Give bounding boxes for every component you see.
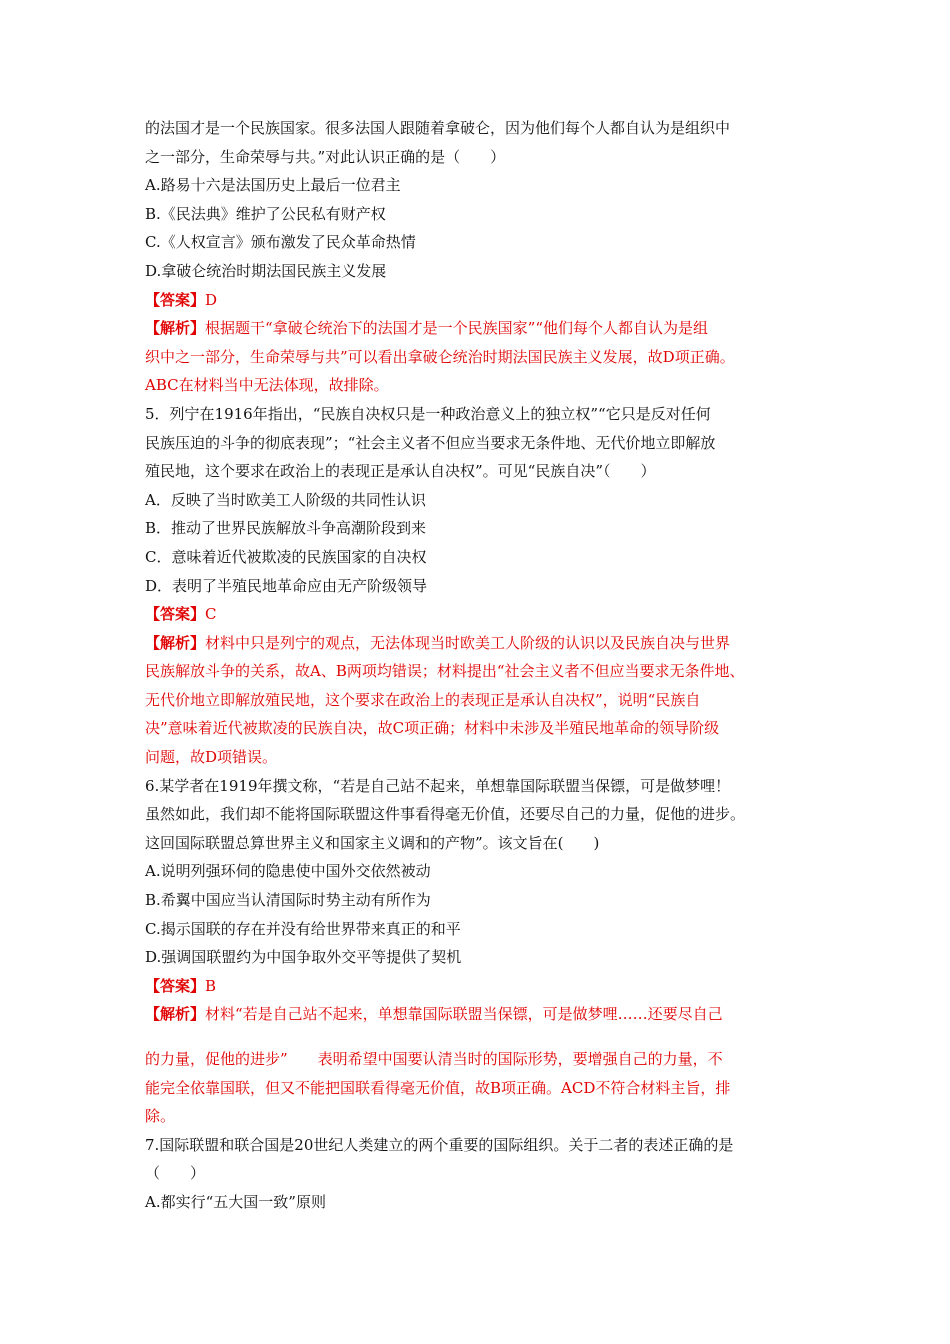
question-stem-line: 这回国际联盟总算世界主义和国家主义调和的产物”。该文旨在( ) xyxy=(145,833,600,852)
question-7 xyxy=(145,1131,835,1217)
question-stem-line: （ ） xyxy=(145,1164,206,1183)
option-c: C．意味着近代被欺凌的民族国家的自决权 xyxy=(145,547,427,566)
answer-line xyxy=(145,600,835,629)
answer-value: C xyxy=(205,605,217,624)
question-stem-line: 之一部分，生命荣辱与共。”对此认识正确的是（ ） xyxy=(145,147,506,166)
option-c: C.《人权宣言》颁布激发了民众革命热情 xyxy=(145,233,416,252)
answer-label: 【答案】 xyxy=(145,605,206,624)
analysis-label: 【解析】 xyxy=(145,319,206,338)
answer-value: D xyxy=(205,290,218,309)
option-b: B．推动了世界民族解放斗争高潮阶段到来 xyxy=(145,519,427,538)
question-5 xyxy=(145,400,835,772)
question-6 xyxy=(145,772,835,1131)
question-stem-line: 7.国际联盟和联合国是20世纪人类建立的两个重要的国际组织。关于二者的表述正确的是 xyxy=(145,1135,734,1154)
option-b: B.《民法典》维护了公民私有财产权 xyxy=(145,204,386,223)
question-stem-line: 6.某学者在1919年撰文称，“若是自己站不起来，单想靠国际联盟当保镖，可是做梦哩！ xyxy=(145,776,731,795)
analysis-line xyxy=(145,314,835,343)
answer-value: B xyxy=(205,976,217,995)
analysis-line: 问题，故D项错误。 xyxy=(145,748,278,767)
analysis-line xyxy=(145,1000,835,1029)
option-d: D．表明了半殖民地革命应由无产阶级领导 xyxy=(145,576,428,595)
option-a: A.路易十六是法国历史上最后一位君主 xyxy=(145,176,401,195)
answer-line xyxy=(145,972,835,1001)
option-b: B.希翼中国应当认清国际时势主动有所作为 xyxy=(145,891,431,910)
analysis-line: ABC在材料当中无法体现，故排除。 xyxy=(145,376,389,395)
option-d: D.强调国联盟约为中国争取外交平等提供了契机 xyxy=(145,948,462,967)
analysis-line: 除。 xyxy=(145,1107,176,1126)
analysis-text: 材料中只是列宁的观点，无法体现当时欧美工人阶级的认识以及民族自决与世界 xyxy=(205,633,731,652)
analysis-line: 能完全依靠国联，但又不能把国联看得毫无价值，故B项正确。ACD不符合材料主旨，排 xyxy=(145,1078,731,1097)
spacer xyxy=(145,1029,835,1045)
analysis-line: 无代价地立即解放殖民地，这个要求在政治上的表现正是承认自决权”，说明“民族自 xyxy=(145,690,701,709)
analysis-line xyxy=(145,629,835,658)
option-d: D.拿破仑统治时期法国民族主义发展 xyxy=(145,261,387,280)
analysis-line: 的力量，促他的进步” 表明希望中国要认清当时的国际形势，要增强自己的力量，不 xyxy=(145,1050,723,1068)
document-page xyxy=(145,114,835,1217)
question-stem-line: 民族压迫的斗争的彻底表现”；“社会主义者不但应当要求无条件地、无代价地立即解放 xyxy=(145,433,716,452)
answer-label: 【答案】 xyxy=(145,290,206,309)
analysis-text: 材料“若是自己站不起来，单想靠国际联盟当保镖，可是做梦哩……还要尽自己 xyxy=(205,1005,723,1024)
option-c: C.揭示国联的存在并没有给世界带来真正的和平 xyxy=(145,919,461,938)
analysis-line: 决”意味着近代被欺凌的民族自决，故C项正确；材料中未涉及半殖民地革命的领导阶级 xyxy=(145,719,720,738)
analysis-line: 织中之一部分，生命荣辱与共”可以看出拿破仑统治时期法国民族主义发展，故D项正确。 xyxy=(145,347,735,366)
option-a: A.都实行“五大国一致”原则 xyxy=(145,1192,326,1211)
analysis-label: 【解析】 xyxy=(145,1005,206,1024)
question-stem-line: 的法国才是一个民族国家。很多法国人跟随着拿破仑，因为他们每个人都自认为是组织中 xyxy=(145,119,731,137)
option-a: A.说明列强环伺的隐患使中国外交依然被动 xyxy=(145,862,431,881)
question-stem-line: 殖民地，这个要求在政治上的表现正是承认自决权”。可见“民族自决”（ ） xyxy=(145,462,656,481)
option-a: A．反映了当时欧美工人阶级的共同性认识 xyxy=(145,490,426,509)
answer-line xyxy=(145,286,835,315)
question-stem-line: 虽然如此，我们却不能将国际联盟这件事看得毫无价值，还要尽自己的力量，促他的进步。 xyxy=(145,805,746,824)
analysis-label: 【解析】 xyxy=(145,633,206,652)
answer-label: 【答案】 xyxy=(145,976,206,995)
analysis-line: 民族解放斗争的关系，故A、B两项均错误；材料提出“社会主义者不但应当要求无条件地、 xyxy=(145,662,745,681)
question-4 xyxy=(145,114,835,400)
question-stem-line: 5．列宁在1916年指出，“民族自决权只是一种政治意义上的独立权”“它只是反对任何 xyxy=(145,404,711,423)
analysis-text: 根据题干“拿破仑统治下的法国才是一个民族国家”“他们每个人都自认为是组 xyxy=(205,319,709,338)
